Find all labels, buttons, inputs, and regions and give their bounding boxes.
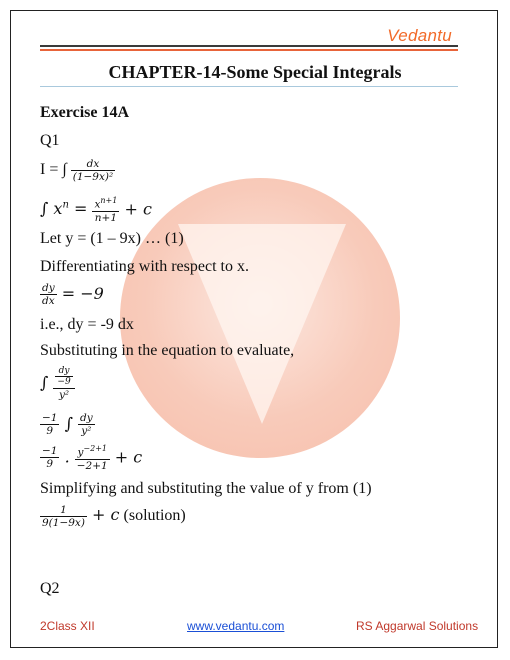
exercise-heading: Exercise 14A	[40, 104, 130, 121]
header-rule	[40, 45, 458, 47]
differentiating-line: Differentiating with respect to x.	[40, 258, 249, 275]
let-y-line: Let y = (1 – 9x) … (1)	[40, 230, 184, 247]
footer-book: RS Aggarwal Solutions	[356, 619, 479, 633]
vedantu-link[interactable]: www.vedantu.com	[187, 619, 285, 633]
footer-class: 2Class XII	[40, 619, 95, 633]
question-2-label: Q2	[40, 580, 60, 597]
step-1: ∫ $\frac{\frac{dy}{-9}}{\text{y²}}$	[40, 366, 75, 401]
vedantu-logo: Vedantu	[387, 26, 452, 45]
title-rule	[40, 86, 458, 87]
watermark-v-logo	[178, 224, 346, 424]
dydx-line: $\frac{dy}{dx}$ = −9	[42, 282, 104, 308]
footer-link-wrap	[187, 619, 284, 633]
substituting-line: Substituting in the equation to evaluate,	[40, 342, 295, 359]
question-1-label: Q1	[40, 132, 60, 149]
power-rule: ∫ $x^n$ = $\frac{x^{n+1}}{n+1}$ + c	[40, 196, 152, 224]
step-3: $\frac{-1}{9}$ . $\frac{y^{-2+1}}{-2+1}$ + c	[42, 444, 143, 472]
ie-line: i.e., dy = -9 dx	[40, 316, 134, 333]
header-rule-accent	[40, 49, 458, 51]
solution-line: $\frac{1}{9(1-9x)}$ + c (solution)	[42, 504, 186, 530]
step-2: $\frac{-1}{9}$ ∫ $\frac{dy}{\text{y²}}$	[42, 412, 93, 438]
integral-equation: I = ∫ $\frac{dx}{\text{(1−9x)²}}$	[40, 158, 114, 184]
simplifying-line: Simplifying and substituting the value of y from (1)	[40, 480, 372, 497]
chapter-title: CHAPTER-14-Some Special Integrals	[108, 62, 402, 82]
